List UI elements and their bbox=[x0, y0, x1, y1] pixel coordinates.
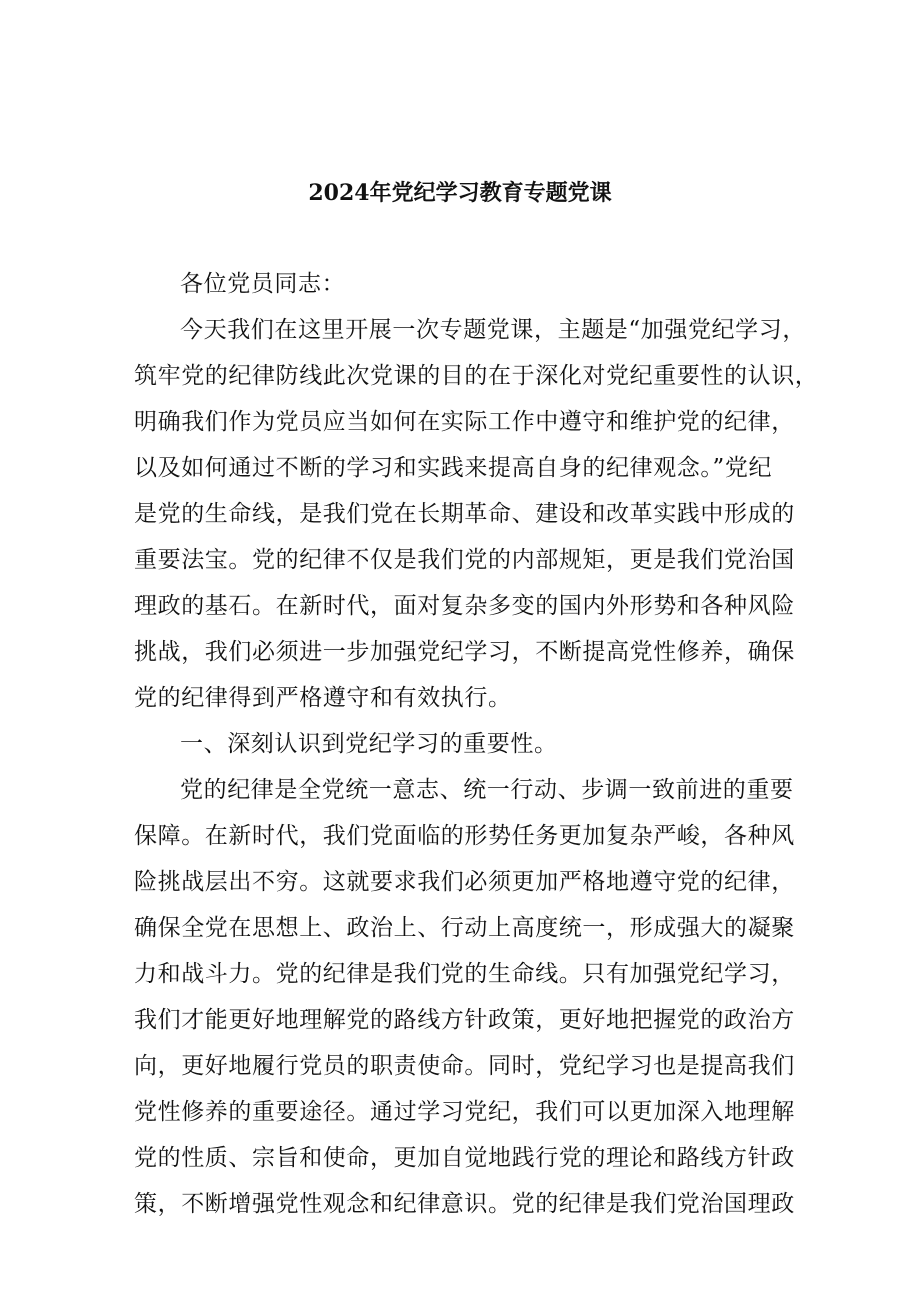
paragraph-line: 挑战，我们必须进一步加强党纪学习，不断提高党性修养，确保 bbox=[134, 639, 795, 665]
paragraph-line: 明确我们作为党员应当如何在实际工作中遵守和维护党的纪律， bbox=[134, 409, 795, 435]
section-heading: 一、深刻认识到党纪学习的重要性。 bbox=[180, 731, 558, 757]
paragraph-line: 以及如何通过不断的学习和实践来提高自身的纪律观念。”党纪 bbox=[134, 455, 773, 481]
paragraph-line: 筑牢党的纪律防线此次党课的目的在于深化对党纪重要性的认识， bbox=[134, 363, 819, 389]
paragraph-line: 党性修养的重要途径。通过学习党纪，我们可以更加深入地理解 bbox=[134, 1099, 795, 1125]
paragraph-line: 是党的生命线，是我们党在长期革命、建设和改革实践中形成的 bbox=[134, 501, 795, 527]
paragraph-line: 我们才能更好地理解党的路线方针政策，更好地把握党的政治方 bbox=[134, 1007, 795, 1033]
paragraph-line: 向，更好地履行党员的职责使命。同时，党纪学习也是提高我们 bbox=[134, 1053, 795, 1079]
paragraph-line: 重要法宝。党的纪律不仅是我们党的内部规矩，更是我们党治国 bbox=[134, 547, 795, 573]
salutation-line: 各位党员同志： bbox=[180, 271, 346, 297]
paragraph-line: 党的纪律得到严格遵守和有效执行。 bbox=[134, 685, 512, 711]
paragraph-line: 力和战斗力。党的纪律是我们党的生命线。只有加强党纪学习， bbox=[134, 961, 795, 987]
paragraph-line: 理政的基石。在新时代，面对复杂多变的国内外形势和各种风险 bbox=[134, 593, 795, 619]
paragraph-line: 党的纪律是全党统一意志、统一行动、步调一致前进的重要 bbox=[180, 777, 794, 803]
document-title: 2024年党纪学习教育专题党课 bbox=[308, 180, 612, 206]
paragraph-line: 险挑战层出不穷。这就要求我们必须更加严格地遵守党的纪律， bbox=[134, 869, 795, 895]
paragraph-line: 保障。在新时代，我们党面临的形势任务更加复杂严峻，各种风 bbox=[134, 823, 795, 849]
paragraph-line: 确保全党在思想上、政治上、行动上高度统一，形成强大的凝聚 bbox=[134, 915, 795, 941]
paragraph-line: 策，不断增强党性观念和纪律意识。党的纪律是我们党治国理政 bbox=[134, 1191, 795, 1217]
paragraph-line: 今天我们在这里开展一次专题党课，主题是“加强党纪学习， bbox=[180, 317, 806, 343]
paragraph-line: 党的性质、宗旨和使命，更加自觉地践行党的理论和路线方针政 bbox=[134, 1145, 795, 1171]
